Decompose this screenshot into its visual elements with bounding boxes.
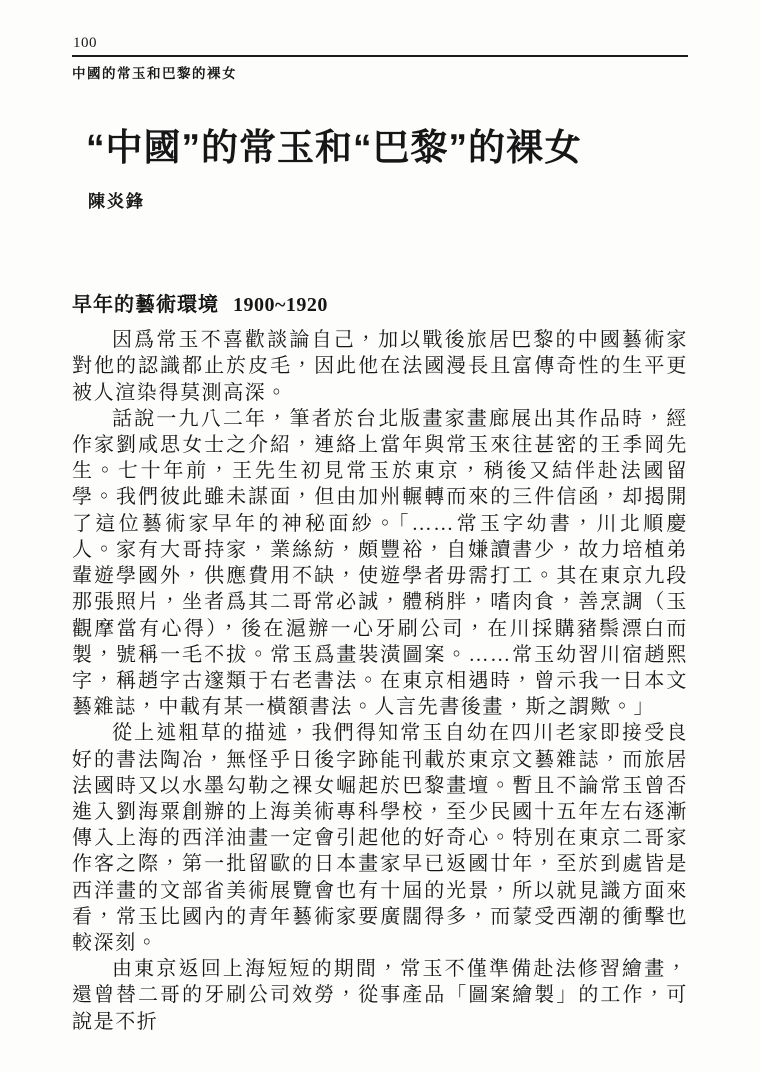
paragraph: 話說一九八二年，筆者於台北版畫家畫廊展出其作品時，經作家劉咸思女士之介紹，連絡上當年與常玉來往甚密的王季岡先生。七十年前，王先生初見常玉於東京，稍後又結伴赴法國留學。我們彼此雖未謀面，但由加州輾轉而來的三件信函，却揭開了這位藝術家早年的神秘面紗。「……常玉字幼書，川北順慶人。家有大哥持家，業絲紡，頗豐裕，自嫌讀書少，故力培植弟輩遊學國外，供應費用不缺，使遊學者毋需打工。其在東京九段那張照片，坐者爲其二哥常必誠，體稍胖，嗜肉食，善烹調（玉觀摩當有心得），後在滬辦一心牙刷公司，在川採購豬鬃漂白而製，號稱一毛不拔。常玉爲畫裝潢圖案。……常玉幼習川宿趙熙字，稱趙字古邃類于右老書法。在東京相遇時，曾示我一日本文藝雜誌，中載有某一橫額書法。人言先書後畫，斯之謂歟。」 (72, 407, 688, 719)
article-title: “中國”的常玉和“巴黎”的裸女 (86, 127, 582, 169)
paragraph: 由東京返回上海短短的期間，常玉不僅準備赴法修習繪畫，還曾替二哥的牙刷公司效勞，從事產品「圖案繪製」的工作，可說是不折 (72, 958, 688, 1033)
page-number: 100 (73, 35, 97, 51)
paragraph: 從上述粗草的描述，我們得知常玉自幼在四川老家即接受良好的書法陶冶，無怪乎日後字跡能刊載於東京文藝雜誌，而旅居法國時又以水墨勾勒之裸女崛起於巴黎畫壇。暫且不論常玉曾否進入劉海粟創辦的上海美術專科學校，至少民國十五年左右逐漸傳入上海的西洋油畫一定會引起他的好奇心。特別在東京二哥家作客之際，第一批留歐的日本畫家早已返國廿年，至於到處皆是西洋畫的文部省美術展覽會也有十屆的光景，所以就見識方面來看，常玉比國內的青年藝術家要廣闊得多，而蒙受西潮的衝擊也較深刻。 (72, 722, 688, 954)
article-body (72, 327, 688, 1034)
running-header: 中國的常玉和巴黎的裸女 (72, 66, 237, 81)
section-heading-text: 早年的藝術環境 (72, 294, 219, 317)
section-period: 1900~1920 (233, 294, 328, 317)
section-heading (72, 293, 688, 317)
header-rule (72, 55, 688, 57)
author-name: 陳炎鋒 (88, 191, 145, 211)
paragraph: 因爲常玉不喜歡談論自己，加以戰後旅居巴黎的中國藝術家對他的認識都止於皮毛，因此他在法國漫長且富傳奇性的生平更被人渲染得莫測高深。 (72, 329, 688, 404)
